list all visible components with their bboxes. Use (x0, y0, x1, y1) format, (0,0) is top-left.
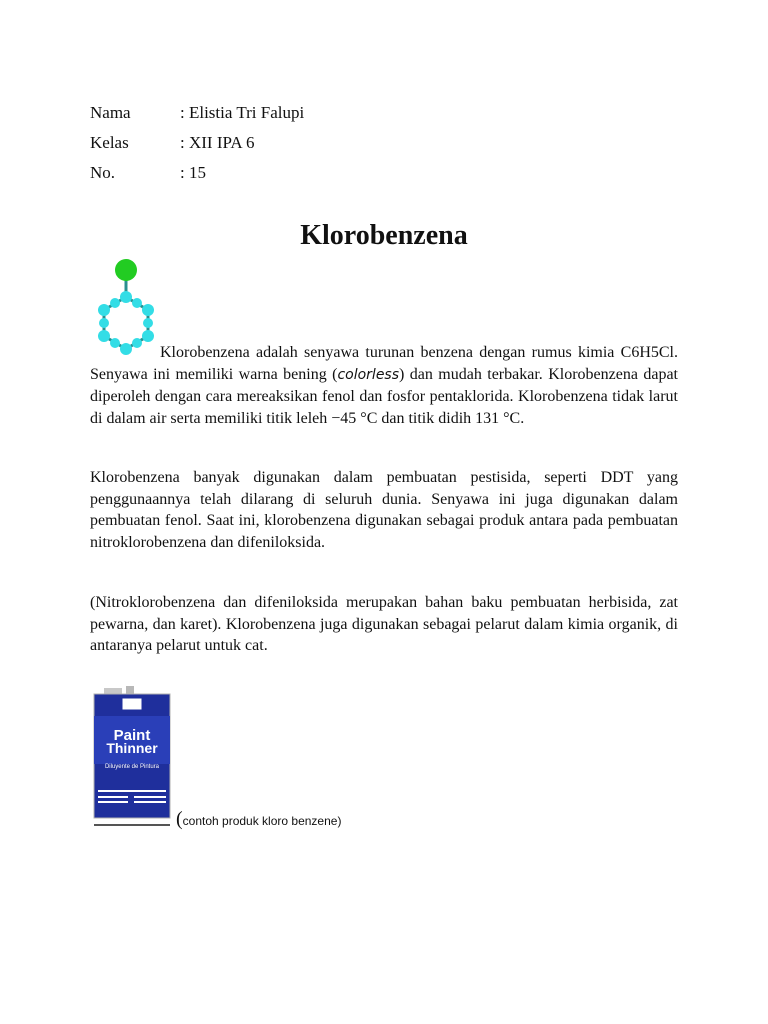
number-value: : 15 (180, 163, 206, 182)
name-value: : Elistia Tri Falupi (180, 103, 305, 122)
page-title: Klorobenzena (300, 220, 468, 251)
chlorine-atom (115, 259, 137, 281)
class-row (90, 130, 304, 160)
name-row (90, 100, 304, 130)
number-row (90, 160, 304, 190)
paragraph-1-part-2: ) dan mudah terbakar. Klorobenzena dapat diperoleh dengan cara mereaksikan fenol dan fosfor pentaklorida. Klorobenzena tidak larut di dalam air serta memiliki titik leleh −45 °C dan titik didih 131 °C. (90, 365, 678, 427)
number-label: No. (90, 163, 116, 182)
class-value: : XII IPA 6 (180, 133, 255, 152)
paragraph-2: Klorobenzena banyak digunakan dalam pembuatan pestisida, seperti DDT yang penggunaannya telah dilarang di seluruh dunia. Senyawa ini juga digunakan dalam pembuatan fenol. Saat ini, klorobenzena digunakan sebagai produk antara pada pembuatan nitroklorobenzena dan difeniloksida. (90, 469, 678, 551)
student-info (90, 100, 304, 190)
paragraph-1-part-1: Klorobenzena adalah senyawa turunan benzena dengan rumus kimia C6H5Cl. Senyawa ini memiliki warna bening ( (90, 344, 678, 383)
paragraph-3: (Nitroklorobenzena dan difeniloksida merupakan bahan baku pembuatan herbisida, zat pewarna, dan karet). Klorobenzena juga digunakan sebagai pelarut dalam kimia organik, di antaranya pelarut untuk cat. (90, 594, 678, 654)
paragraph-1-italic-term: colorless (337, 366, 400, 383)
can-label-line-1: Paint (113, 727, 151, 744)
name-label: Nama (90, 103, 131, 122)
can-label-line-2: Thinner (106, 740, 158, 756)
paragraph-1 (90, 342, 678, 429)
caption-open-paren: ( (176, 808, 183, 830)
class-label: Kelas (90, 133, 129, 152)
image-caption (176, 808, 341, 831)
paint-thinner-can-image (88, 686, 176, 832)
caption-text: contoh produk kloro benzene) (182, 814, 342, 828)
can-label-subtitle: Diluyente de Pintura (104, 764, 160, 770)
